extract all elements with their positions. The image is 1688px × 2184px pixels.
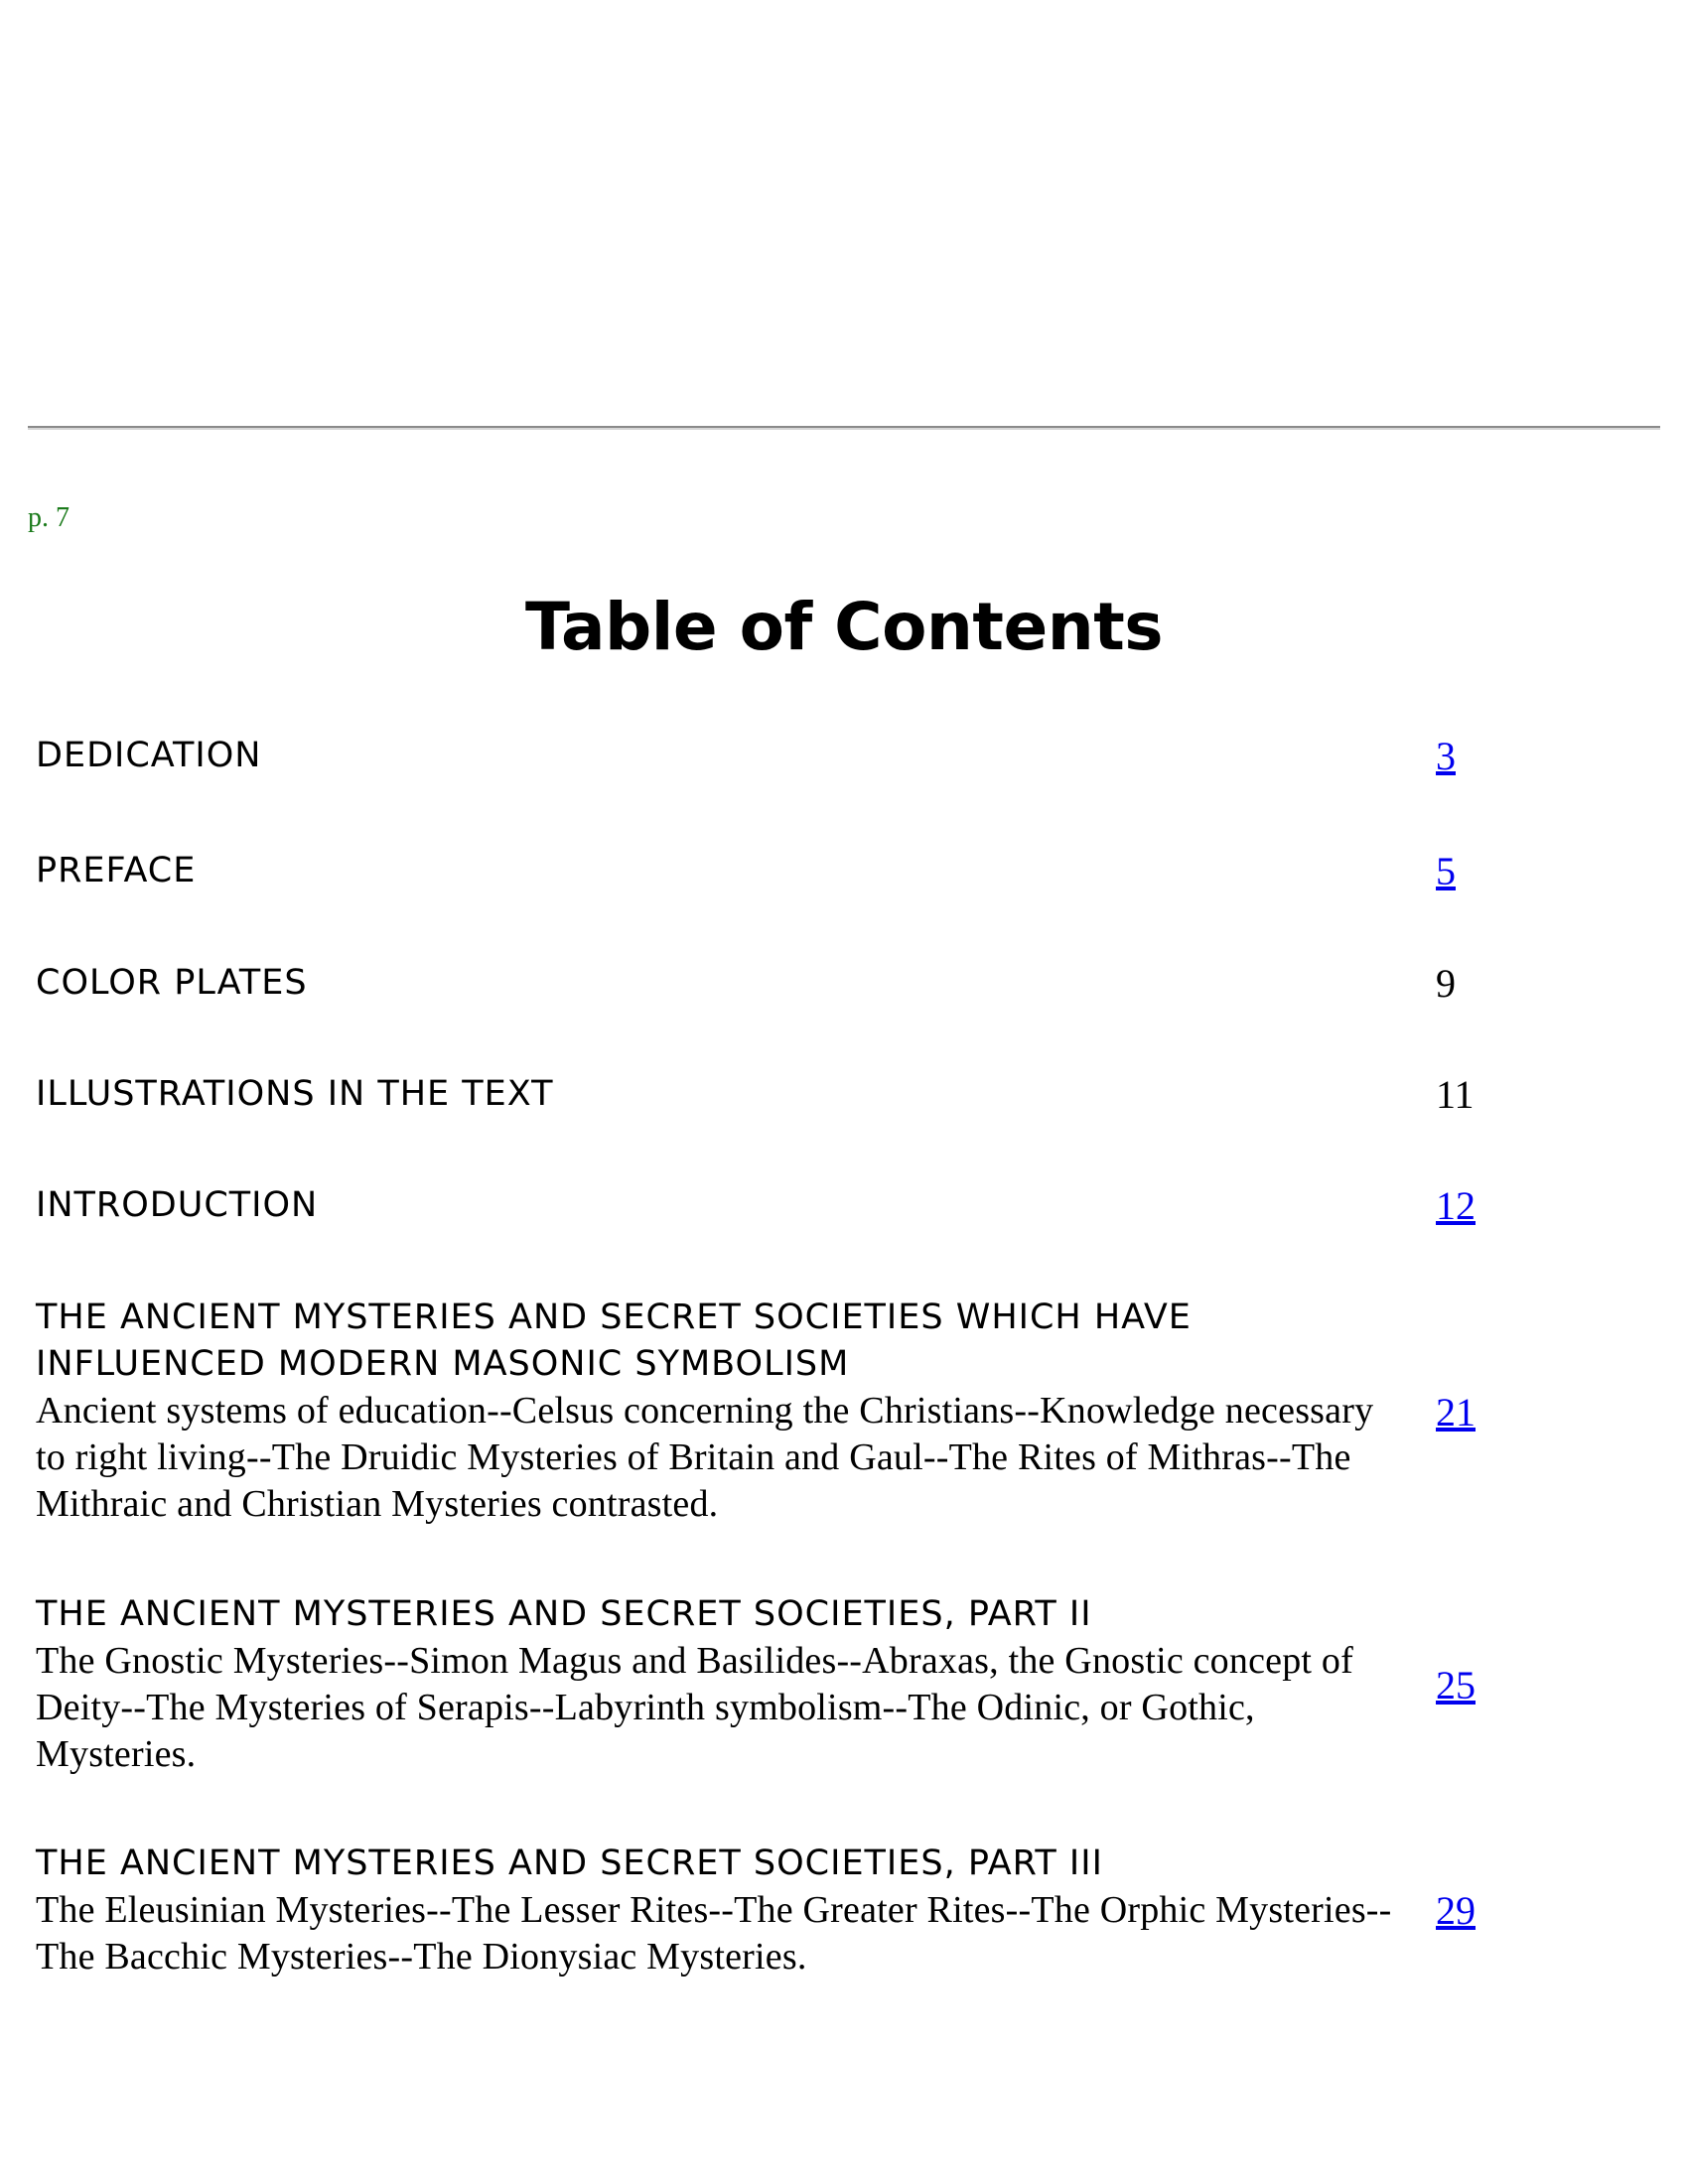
toc-entry-heading: THE ANCIENT MYSTERIES AND SECRET SOCIETIES, PART III (36, 1843, 1103, 1883)
toc-page-link[interactable]: 12 (1436, 1183, 1476, 1228)
toc-page-link[interactable]: 21 (1436, 1390, 1476, 1434)
toc-page-number: 9 (1436, 961, 1456, 1006)
page-marker: p. 7 (28, 502, 70, 533)
toc-entry-text (36, 1841, 1416, 1980)
toc-entry-description: Ancient systems of education--Celsus concerning the Christians--Knowledge necessary to right living--The Druidic Mysteries of Britain and Gaul--The Rites of Mithras--The Mithraic and Christian Mysteries contrasted. (36, 1390, 1374, 1525)
toc-entry-text (36, 1071, 1426, 1118)
toc-entry-heading: DEDICATION (36, 736, 262, 775)
toc-entry-heading: THE ANCIENT MYSTERIES AND SECRET SOCIETIES WHICH HAVE INFLUENCED MODERN MASONIC SYMBOLISM (36, 1297, 1192, 1384)
toc-entry-text (36, 960, 1426, 1007)
toc-page-link[interactable]: 25 (1436, 1663, 1476, 1707)
toc-page-link[interactable]: 29 (1436, 1888, 1476, 1933)
toc-page-link[interactable]: 5 (1436, 849, 1456, 893)
page-title: Table of Contents (524, 589, 1164, 665)
toc-entry-heading: COLOR PLATES (36, 963, 308, 1003)
toc-page-number: 11 (1436, 1072, 1475, 1117)
toc-entry-description: The Eleusinian Mysteries--The Lesser Rites--The Greater Rites--The Orphic Mysteries--The Bacchic Mysteries--The Dionysiac Mysteries. (36, 1889, 1392, 1978)
horizontal-rule (28, 426, 1660, 430)
toc-entry-text (36, 1295, 1406, 1528)
toc-entry-text (36, 1182, 1426, 1229)
toc-page-link[interactable]: 3 (1436, 734, 1456, 778)
toc-entry-heading: PREFACE (36, 851, 197, 890)
toc-entry-heading: INTRODUCTION (36, 1185, 319, 1225)
toc-entry-heading: THE ANCIENT MYSTERIES AND SECRET SOCIETIES, PART II (36, 1594, 1092, 1634)
toc-entry-text (36, 733, 1426, 779)
toc-entry-description: The Gnostic Mysteries--Simon Magus and Basilides--Abraxas, the Gnostic concept of Deity--The Mysteries of Serapis--Labyrinth symbolism--The Odinic, or Gothic, Mysteries. (36, 1640, 1353, 1775)
toc-entry-heading: ILLUSTRATIONS IN THE TEXT (36, 1074, 554, 1114)
toc-entry-text (36, 848, 1426, 894)
toc-entry-text (36, 1591, 1406, 1778)
